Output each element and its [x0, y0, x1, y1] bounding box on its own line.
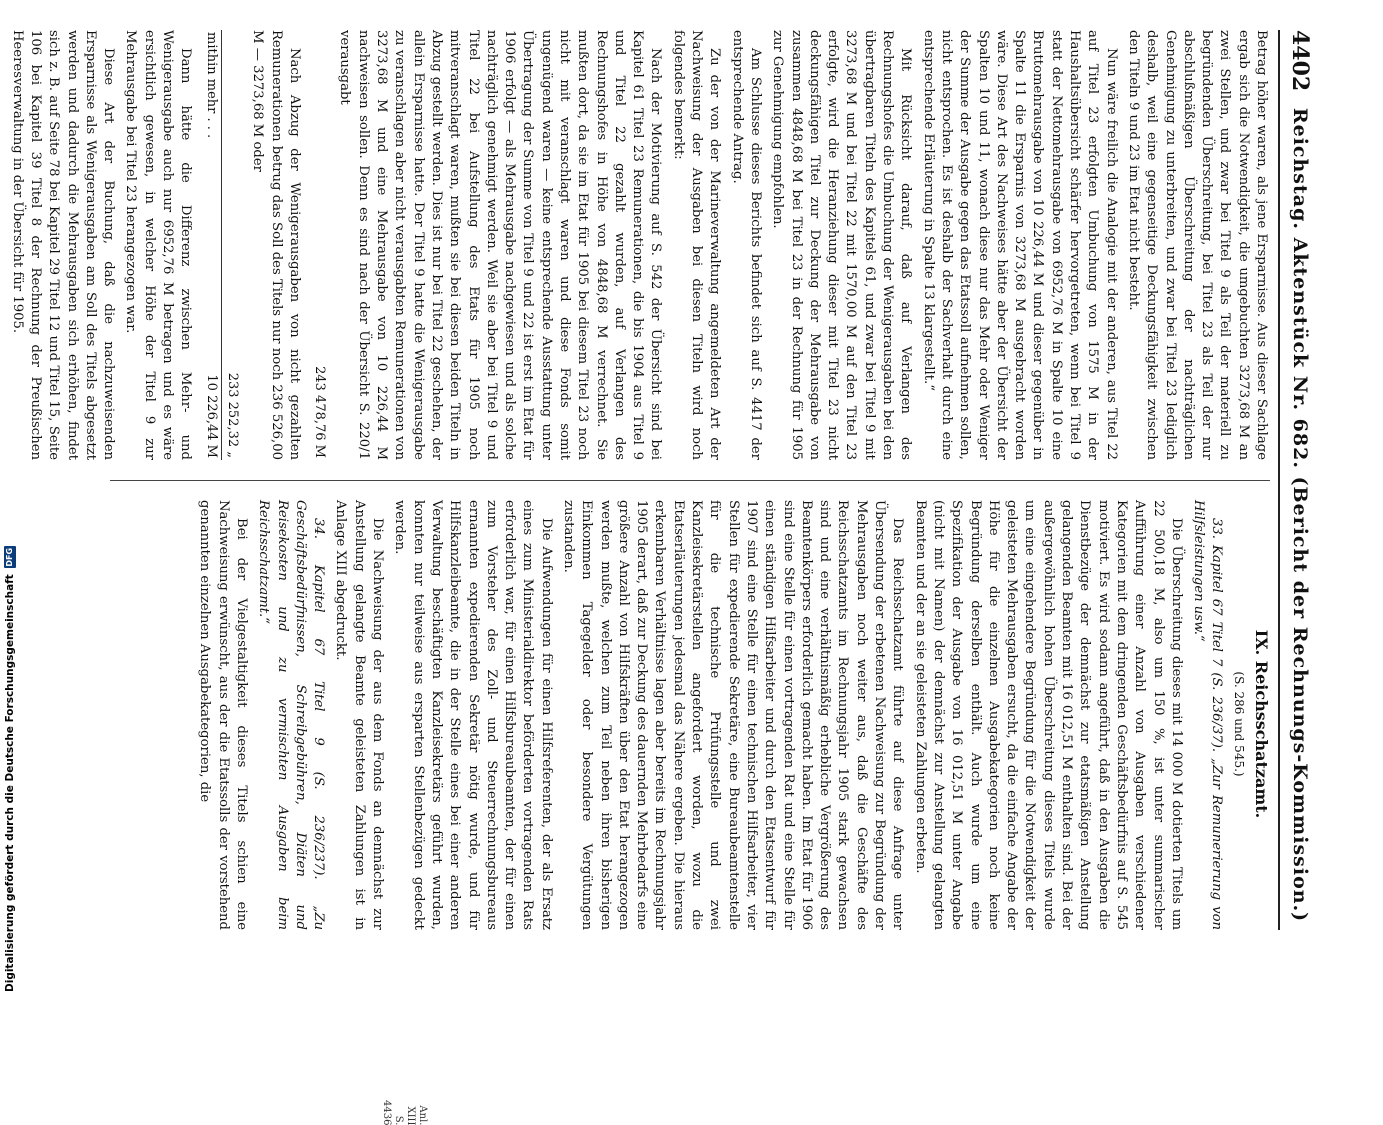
section-title: IX. Reichsschatzamt. — [1252, 629, 1271, 819]
paragraph: Diese Art der Buchung, daß die nachzuweisenden Ersparnisse als Wenigerausgaben am Soll des Titels abgesetzt werden und dadurch die Mehrausgaben sich erhöhen, findet sich z. B. auf Seite 78 bei Kapitel 29 Titel 12 und Titel 15, Seite 106 bei Kapitel 39 Titel 8 der Rechnung der Preußischen Heeresverwaltung in der Übersicht für 1905. — [9, 30, 117, 460]
dfg-logo-icon: DFG — [5, 547, 14, 567]
sum-label — [309, 30, 329, 47]
column-divider — [110, 480, 1270, 481]
sum-total-row — [200, 30, 221, 460]
sum-label — [221, 30, 242, 267]
paragraph: Das Reichsschatzamt führte auf diese Anfrage unter Übersendung der erbetenen Nachweisung zur Begründung der Mehrausgaben noch weiter aus, daß die Geschäfte des Reichsschatzamts im Rechnungsjahr 1905 stark gewachsen sind und eine verhältnismäßig erhebliche Vergrößerung des Beamtenkörpers erforderlich gemacht haben. Im Etat für 1906 sind eine Stelle für einen vortragenden Rat und eine Stelle für einen ständigen Hilfsarbeiter und durch den Etatsentwurf für 1907 sind eine Stelle für einen technischen Hilfsarbeiter, vier Stellen für expedierende Sekretäre, eine Bureaubeamtenstelle für die technische Prüfungsstelle und zwei Kanzleisekretärstellen angefordert worden, wozu die Etatserläuterungen jedesmal das Nähere ergeben. Die hieraus erkennbaren Verhältnisse lagen aber bereits im Rechnungsjahr 1905 derart, daß zur Deckung des dauernden Mehrbedarfs eine größere Anzahl von Hilfskräften über den Etat herangezogen werden mußte, welchen zum Teil neben ihren bisherigen Einkommen Tagegelder oder besondere Vergütungen zustanden. — [561, 500, 906, 930]
item-heading: 33. Kapitel 67 Titel 7 (S. 236/37). „Zur Remunerierung von Hilfsleistungen usw.“ — [1191, 500, 1225, 930]
right-column — [100, 500, 1270, 930]
credit-text: Digitalisierung gefördert durch die Deutsche Forschungsgemeinschaft — [4, 574, 16, 992]
paragraph: Dann hätte die Differenz zwischen Mehr- und Wenigerausgabe auch nur 6952,76 M betragen und es wäre ersichtlich gewesen, in welcher Höhe der Titel 9 zur Mehrausgabe bei Titel 23 herangezogen war. — [123, 30, 194, 460]
sum-row — [221, 30, 242, 460]
paragraph: Nach Abzug der Wenigerausgaben von nicht gezahlten Remunerationen betrug das Soll des Titels nur noch 236 526,00 M — 3273,68 M oder — [250, 30, 302, 460]
sum-table — [309, 30, 329, 460]
paragraph: Die Aufwendungen für einen Hilfsreferenten, der als Ersatz eines zum Ministerialdirektor beförderten vortragenden Rats erforderlich war, für einen Hilfsbureaubeamten, der für einen zum Vorsteher des Zoll- und Steuerrechnungsbureaus ernannten expedierenden Sekretär nötig wurde, und für Hilfskanzleibeamte, die in der Stelle eines bei einer anderen Verwaltung beschäftigten Kanzleisekretärs geführt wurden, konnten nur teilweise aus ersparten Stellenbezügen gedeckt werden. — [392, 500, 554, 930]
digitization-credit — [4, 546, 16, 992]
paragraph: Nun wäre freilich die Analogie mit der anderen, aus Titel 22 auf Titel 23 erfolgten Umbuchung von 1575 M in der Haushaltsübersicht schärfer hervorgetreten, wenn bei Titel 9 statt der Nettomehrausgabe von 6952,76 M in Spalte 10 eine Bruttomehrausgabe von 10 226,44 M und dieser gegenüber in Spalte 11 die Ersparnis von 3273,68 M ausgebracht worden wäre. Diese Art des Nachweises hätte aber der Übersicht der Spalten 10 und 11, wonach diese nur das Mehr oder Weniger der Summe der Ausgabe gegen das Etatssoll aufnehmen sollen, nicht entsprochen. Es ist deshalb der Sachverhalt durch eine entsprechende Erläuterung in Spalte 13 klargestellt.“ — [920, 30, 1119, 460]
sum-value: 10 226,44 M — [200, 267, 221, 460]
item-heading: 34. Kapitel 67 Titel 9 (S. 236/237). „Zu Geschäftsbedürfnissen, Schreibgebühren, Diäten und Reisekosten und zu vermischten Ausgaben beim Reichsschatzamt.“ — [256, 500, 327, 930]
left-column — [9, 30, 1270, 460]
sum-label: mithin mehr . . . — [200, 30, 221, 267]
header-rule — [1278, 30, 1280, 930]
paragraph: Betrag höher waren, als jene Ersparnisse. Aus dieser Sachlage ergab sich die Notwendigkeit, die umgebuchten 3273,68 M an zwei Stellen, und zwar bei Titel 9 als Teil der materiell zu begründenden Überschreitung, bei Titel 23 als Teil der nur abschlußmäßigen Überschreitung der nachträglichen Genehmigung zu unterbreiten, und zwar bei Titel 23 lediglich deshalb, weil eine gegenseitige Deckungsfähigkeit zwischen den Titeln 9 und 23 im Etat nicht besteht. — [1125, 30, 1269, 460]
sum-value: 243 478,76 M — [312, 366, 328, 458]
section-subtitle: (S. 286 und 545.) — [1231, 671, 1246, 777]
paragraph: Mit Rücksicht darauf, daß auf Verlangen des Rechnungshofes die Umbuchung der Wenigerausgaben bei den übertragbaren Titeln des Kapitels 61, und zwar bei Titel 9 mit 3273,68 M und bei Titel 22 mit 1570,00 M auf den Titel 23 erfolgte, wird die Heranziehung dieser mit Titel 23 nicht deckungsfähigen Titel zur Deckung der Mehrausgabe von zusammen 4848,68 M bei Titel 23 in der Rechnung für 1905 zur Genehmigung empfohlen. — [770, 30, 914, 460]
page-title: Reichstag. Aktenstück Nr. 682. (Bericht der Rechnungs-Kommission.) — [1289, 107, 1311, 923]
paragraph: Am Schlusse dieses Berichts befindet sich auf S. 4417 der entsprechende Antrag. — [729, 30, 763, 460]
paragraph: Die Nachweisung der aus dem Fonds an demnächst zur Anstellung gelangte Beamte geleisteten Zahlungen ist in Anlage XIII abgedruckt. — [333, 500, 386, 930]
paragraph: Nach der Motivierung auf S. 542 der Übersicht sind bei Kapitel 61 Titel 23 Remunerationen, die bis 1904 aus Titel 9 und Titel 22 gezahlt wurden, auf Verlangen des Rechnungshofes in Höhe von 4848,68 M verrechnet. Sie mußten dort, da sie im Etat für 1905 bei diesem Titel 23 noch nicht mit veranschlagt waren und diese Fonds somit ungenügend waren — keine entsprechende Ausstattung unter Übertragung der Summe von Titel 9 und 22 ist erst im Etat für 1906 erfolgt — als Mehrausgabe nachgewiesen und als solche nachträglich genehmigt werden. Weil sie aber bei Titel 9 und Titel 22 bei Aufstellung des Etats für 1905 noch mitveranschlagt waren, mußten sie bei diesen beiden Titeln in Abzug gestellt werden. Dies ist nur bei Titel 22 geschehen, der allein Ersparnisse hatte. Der Titel 9 hatte die Wenigerausgabe zu veranschlagen aber nicht verausgabten Remunerationen von 3273,68 M und eine Mehrausgabe von 10 226,44 M nachweisen sollen. Denn es sind nach der Übersicht S. 220/1 verausgabt — [337, 30, 664, 460]
paragraph: Zu der von der Marineverwaltung angemeldeten Art der Nachweisung der Ausgaben bei diesen Titeln wird noch folgendes bemerkt: — [670, 30, 723, 460]
page-header — [1280, 30, 1320, 930]
paragraph: Die Überschreitung dieses mit 14 000 M dotierten Titels um 22 500,18 M, also um 150 %, ist unter summarischer Aufführung einer Anzahl von Ausgaben verschiedener Kategorien mit dem dringenden Geschäftsbedürfnis auf S. 545 motiviert. Es wird sodann angeführt, daß in den Ausgaben die Dienstbezüge der demnächst zur etatsmäßigen Anstellung gelangenden Beamten mit 16 012,51 M enthalten sind. Bei der außergewöhnlich hohen Überschreitung dieses Titels wurde um eine eingehendere Begründung für die Notwendigkeit der geleisteten Mehrausgaben ersucht, da die einfache Angabe der Höhe für die einzelnen Ausgabekategorien noch keine Begründung derselben enthält. Auch wurde um eine Spezifikation der Ausgabe von 16 012,51 M unter Angabe (nicht mit Namen) der demnächst zur Anstellung gelangten Beamten und der an sie geleisteten Zahlungen erbeten. — [912, 500, 1184, 930]
page-number: 4402 — [1287, 30, 1313, 92]
sum-value: 233 252,32 „ — [224, 372, 240, 458]
sum-table — [200, 30, 242, 460]
sum-row — [309, 30, 329, 460]
margin-note: Anl. XIII S. 4436 — [381, 1100, 428, 1125]
paragraph: Bei der Vielgestaltigkeit dieses Titels schien eine Nachweisung erwünscht, aus der die Etatssolls der vorstehend genannten einzelnen Ausgabekategorien, die — [197, 500, 249, 930]
